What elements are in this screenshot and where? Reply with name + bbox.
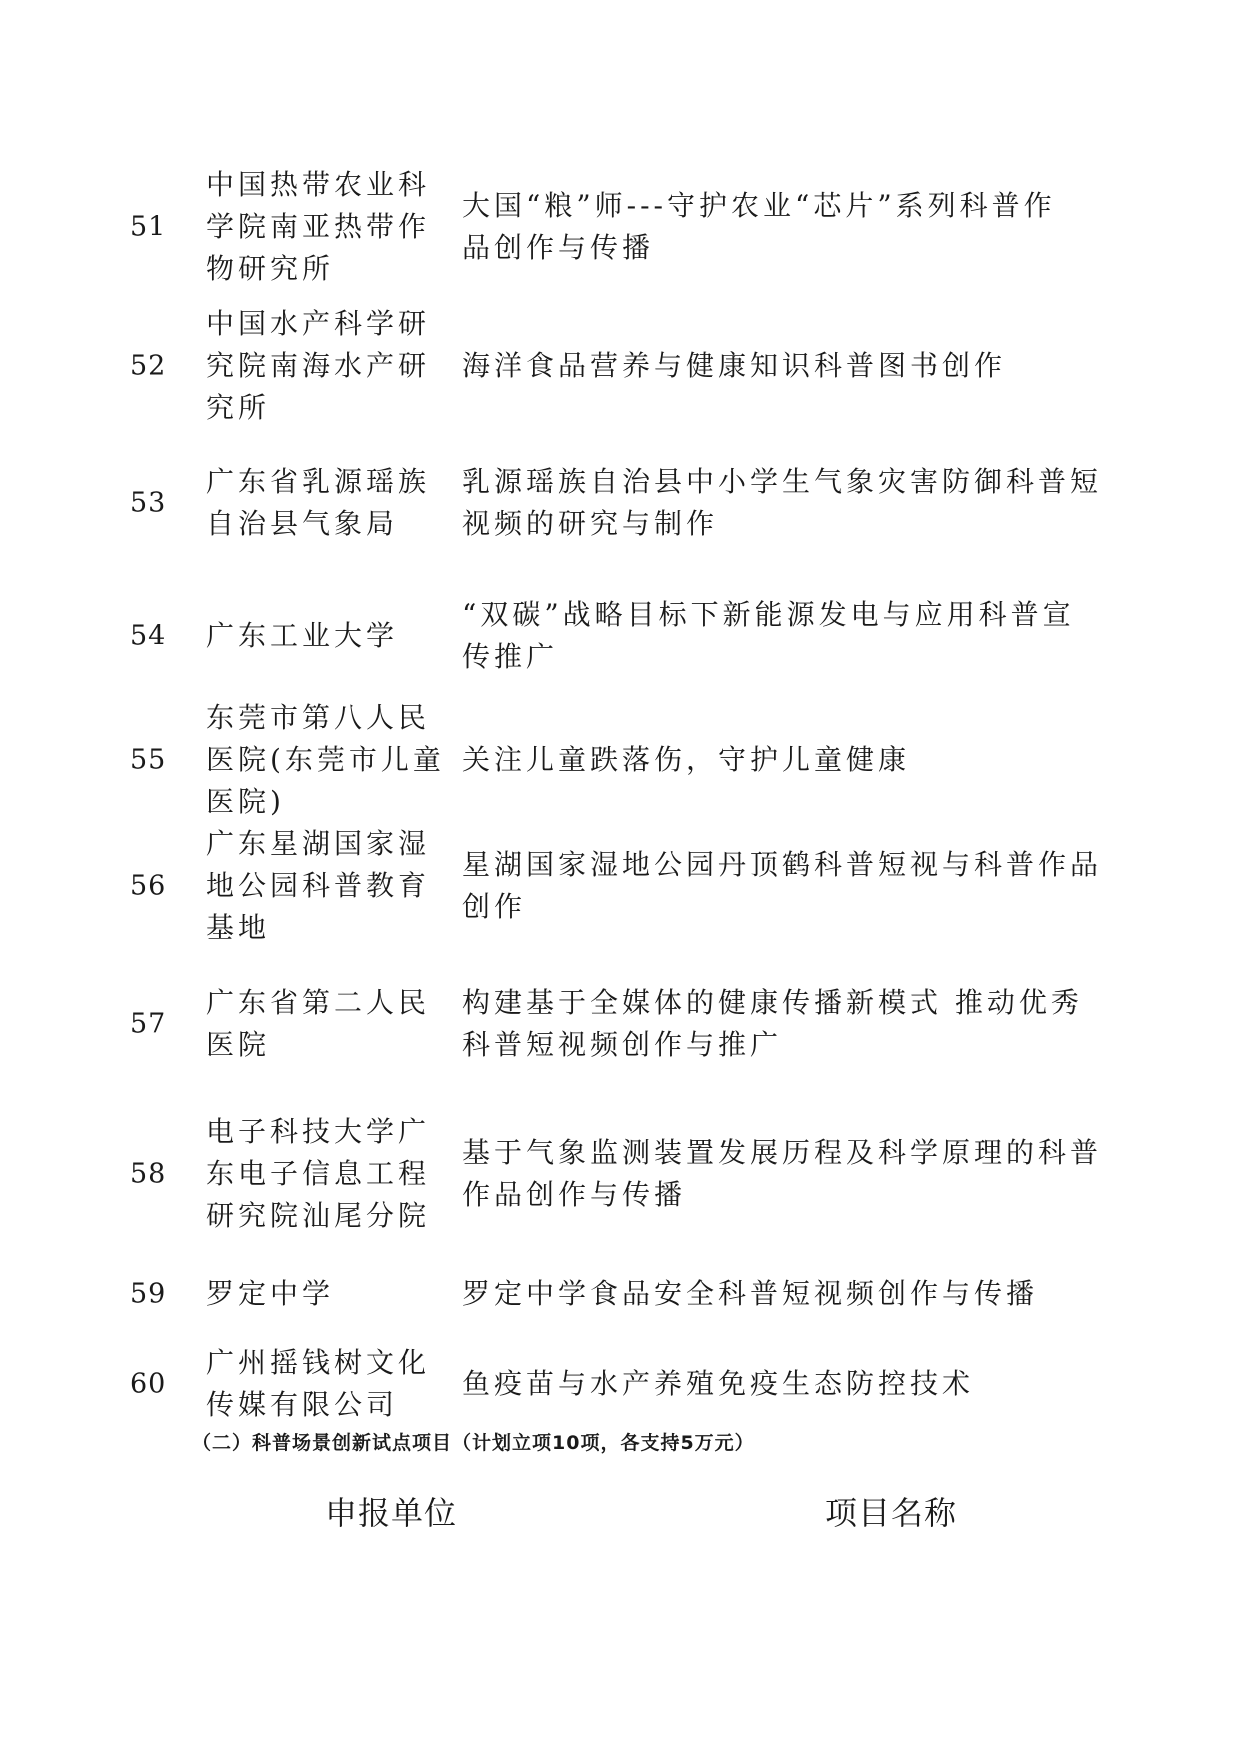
unit-line: 东电子信息工程 (206, 1157, 431, 1190)
unit-line: 医院(东莞市儿童 (206, 743, 445, 776)
project-line: 构建基于全媒体的健康传播新模式 推动优秀 (462, 986, 1083, 1019)
project-line: 创作 (462, 890, 527, 923)
applicant-unit (206, 461, 446, 545)
row-number: 57 (130, 1008, 167, 1040)
unit-line: 学院南亚热带作 (206, 210, 431, 243)
project-line: 品创作与传播 (462, 231, 655, 264)
project-name (462, 594, 1122, 678)
unit-line: 广州摇钱树文化 (206, 1346, 431, 1379)
row-number: 56 (130, 870, 167, 902)
project-line: 大国“粮”师---守护农业“芯片”系列科普作 (462, 189, 1056, 222)
unit-line: 广东省乳源瑶族 (206, 465, 431, 498)
column-header-project: 项目名称 (825, 1494, 958, 1532)
row-number: 52 (130, 350, 167, 382)
project-name (462, 1363, 1122, 1405)
project-line: 罗定中学食品安全科普短视频创作与传播 (462, 1277, 1039, 1310)
row-number: 51 (130, 211, 167, 243)
applicant-unit (206, 823, 446, 949)
applicant-unit (206, 303, 446, 429)
project-name (462, 185, 1122, 269)
project-line: 星湖国家湿地公园丹顶鹤科普短视与科普作品 (462, 848, 1103, 881)
project-line: 视频的研究与制作 (462, 507, 719, 540)
unit-line: 广东省第二人民 (206, 986, 431, 1019)
project-name (462, 345, 1122, 387)
unit-line: 东莞市第八人民 (206, 701, 431, 734)
row-number: 59 (130, 1278, 167, 1310)
unit-line: 医院) (206, 785, 285, 818)
unit-line: 中国热带农业科 (206, 168, 431, 201)
unit-line: 究院南海水产研 (206, 349, 431, 382)
row-number: 55 (130, 744, 167, 776)
row-number: 58 (130, 1158, 167, 1190)
project-name (462, 1273, 1122, 1315)
applicant-unit (206, 164, 446, 290)
unit-line: 地公园科普教育 (206, 869, 431, 902)
applicant-unit (206, 615, 446, 657)
project-line: 基于气象监测装置发展历程及科学原理的科普 (462, 1136, 1103, 1169)
project-line: 鱼疫苗与水产养殖免疫生态防控技术 (462, 1367, 975, 1400)
project-line: “双碳”战略目标下新能源发电与应用科普宣 (462, 598, 1075, 631)
project-name (462, 1132, 1122, 1216)
applicant-unit (206, 982, 446, 1066)
unit-line: 究所 (206, 391, 271, 424)
project-line: 作品创作与传播 (462, 1178, 687, 1211)
unit-line: 广东星湖国家湿 (206, 827, 431, 860)
unit-line: 电子科技大学广 (206, 1115, 431, 1148)
unit-line: 基地 (206, 911, 271, 944)
unit-line: 传媒有限公司 (206, 1388, 399, 1421)
row-number: 53 (130, 487, 167, 519)
project-name (462, 739, 1122, 781)
unit-line: 中国水产科学研 (206, 307, 431, 340)
unit-line: 自治县气象局 (206, 507, 399, 540)
applicant-unit (206, 697, 446, 823)
applicant-unit (206, 1273, 446, 1315)
row-number: 60 (130, 1368, 167, 1400)
row-number: 54 (130, 620, 167, 652)
unit-line: 物研究所 (206, 252, 335, 285)
unit-line: 研究院汕尾分院 (206, 1199, 431, 1232)
applicant-unit (206, 1342, 446, 1426)
unit-line: 罗定中学 (206, 1277, 335, 1310)
section-title: （二）科普场景创新试点项目（计划立项10项，各支持5万元） (192, 1432, 755, 1454)
project-line: 传推广 (462, 640, 559, 673)
project-name (462, 461, 1122, 545)
unit-line: 医院 (206, 1028, 271, 1061)
applicant-unit (206, 1111, 446, 1237)
project-name (462, 844, 1122, 928)
project-line: 关注儿童跌落伤，守护儿童健康 (462, 743, 911, 776)
project-name (462, 982, 1122, 1066)
project-line: 科普短视频创作与推广 (462, 1028, 783, 1061)
project-line: 乳源瑶族自治县中小学生气象灾害防御科普短 (462, 465, 1103, 498)
project-line: 海洋食品营养与健康知识科普图书创作 (462, 349, 1007, 382)
unit-line: 广东工业大学 (206, 619, 399, 652)
column-header-unit: 申报单位 (325, 1494, 458, 1532)
